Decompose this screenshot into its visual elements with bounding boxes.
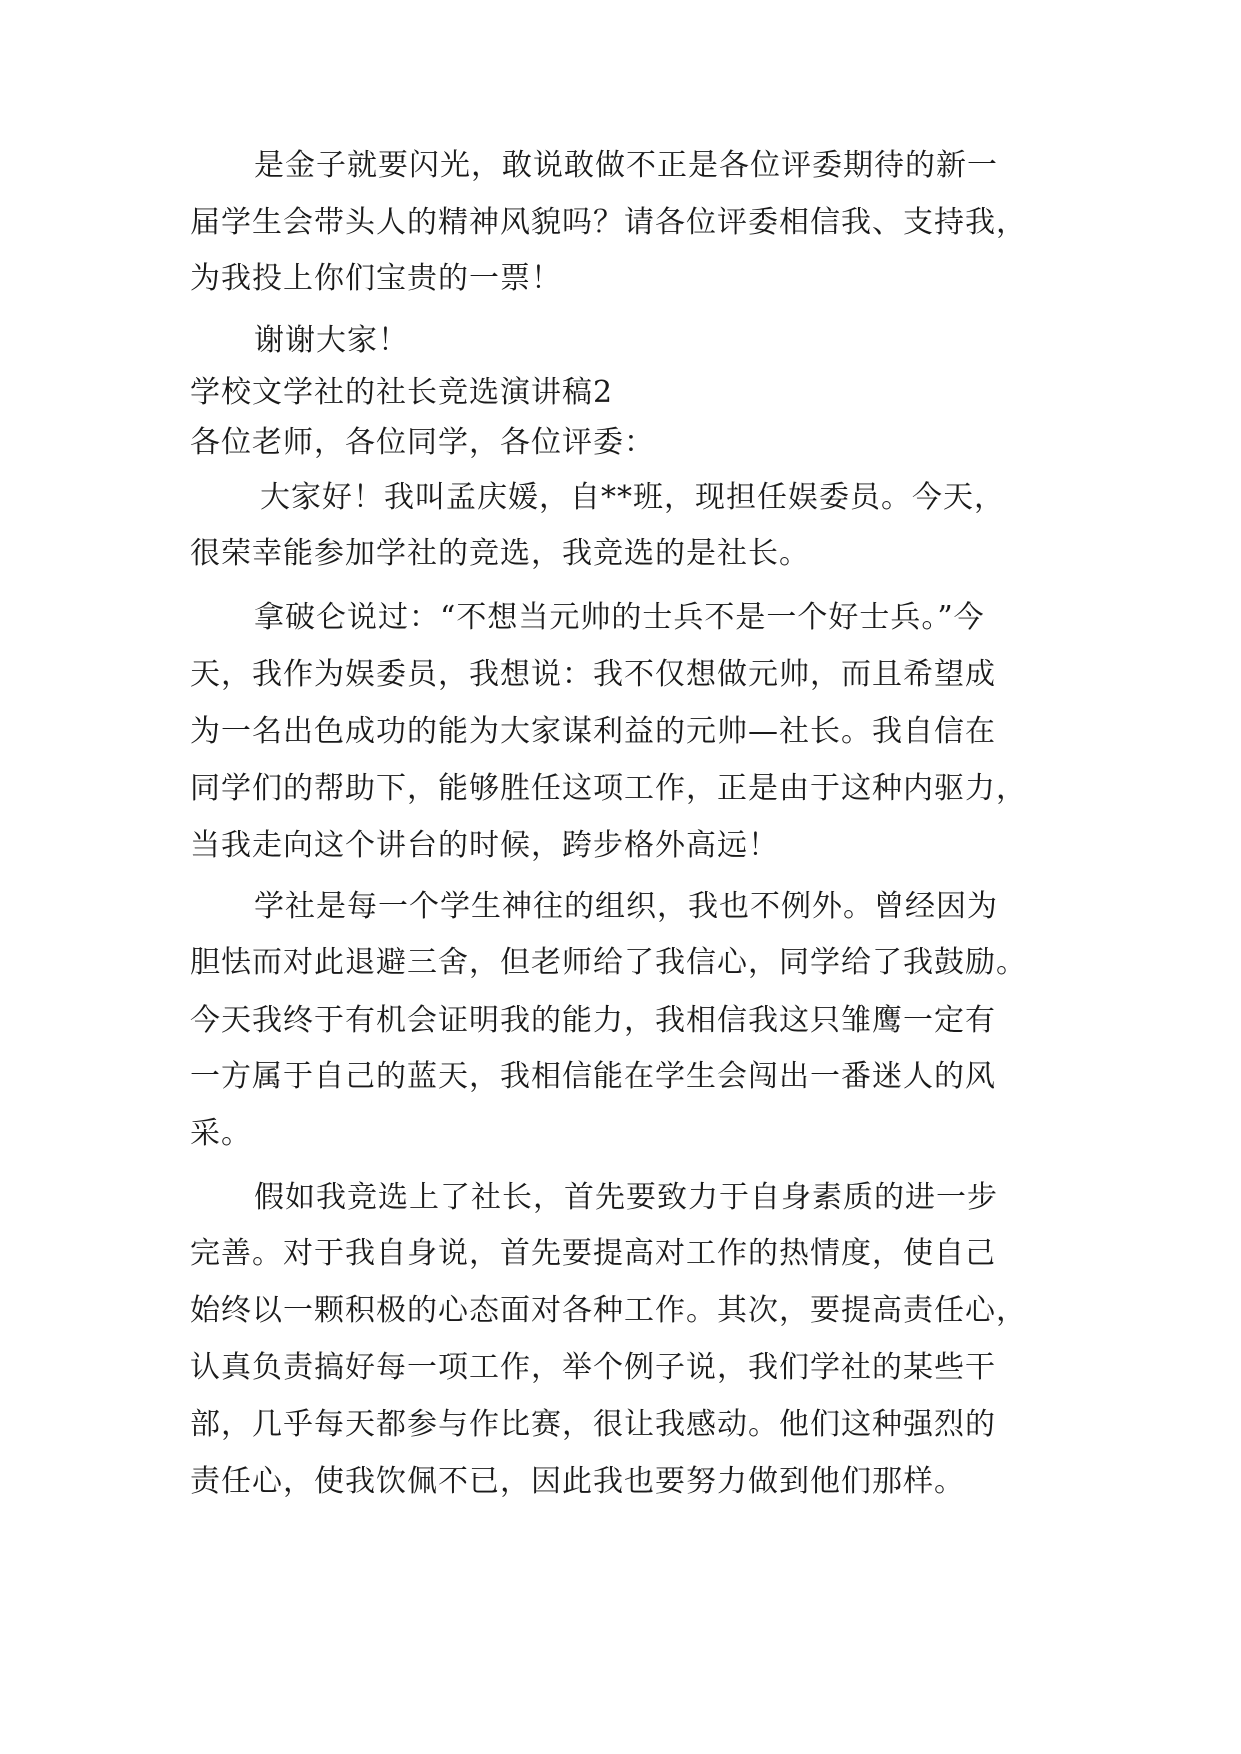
paragraph-line: 为我投上你们宝贵的一票！ [190, 261, 562, 296]
paragraph-line: 天，我作为娱委员，我想说：我不仅想做元帅，而且希望成 [190, 657, 996, 692]
salutation: 各位老师，各位同学，各位评委： [190, 425, 655, 460]
paragraph-line: 始终以一颗积极的心态面对各种工作。其次，要提高责任心， [190, 1293, 1027, 1328]
paragraph-line: 是金子就要闪光，敢说敢做不正是各位评委期待的新一 [254, 148, 998, 183]
paragraph-line: 很荣幸能参加学社的竞选，我竞选的是社长。 [190, 536, 810, 571]
paragraph-line: 届学生会带头人的精神风貌吗？请各位评委相信我、支持我， [190, 205, 1027, 240]
paragraph-line: 认真负责搞好每一项工作，举个例子说，我们学社的某些干 [190, 1350, 996, 1385]
paragraph-line: 一方属于自己的蓝天，我相信能在学生会闯出一番迷人的风 [190, 1059, 996, 1094]
paragraph-line: 责任心，使我饮佩不已，因此我也要努力做到他们那样。 [190, 1464, 965, 1499]
paragraph-line: 今天我终于有机会证明我的能力，我相信我这只雏鹰一定有 [190, 1003, 996, 1038]
paragraph-line: 假如我竞选上了社长，首先要致力于自身素质的进一步 [254, 1180, 998, 1215]
paragraph-line: 部，几乎每天都参与作比赛，很让我感动。他们这种强烈的 [190, 1407, 996, 1442]
paragraph-line: 采。 [190, 1116, 252, 1151]
paragraph-line: 胆怯而对此退避三舍，但老师给了我信心，同学给了我鼓励。 [190, 945, 1027, 980]
paragraph-line: 为一名出色成功的能为大家谋利益的元帅—社长。我自信在 [190, 714, 996, 749]
paragraph-line: 当我走向这个讲台的时候，跨步格外高远！ [190, 828, 779, 863]
paragraph-line: 同学们的帮助下，能够胜任这项工作，正是由于这种内驱力， [190, 771, 1027, 806]
paragraph-line: 拿破仑说过：“不想当元帅的士兵不是一个好士兵。”今 [254, 600, 985, 635]
paragraph-line: 谢谢大家！ [254, 323, 409, 358]
paragraph-line: 完善。对于我自身说，首先要提高对工作的热情度，使自己 [190, 1236, 996, 1271]
section-title: 学校文学社的社长竞选演讲稿2 [190, 375, 614, 410]
paragraph-line: 大家好！我叫孟庆媛，自**班，现担任娱委员。今天， [260, 480, 1005, 515]
paragraph-line: 学社是每一个学生神往的组织，我也不例外。曾经因为 [254, 889, 998, 924]
